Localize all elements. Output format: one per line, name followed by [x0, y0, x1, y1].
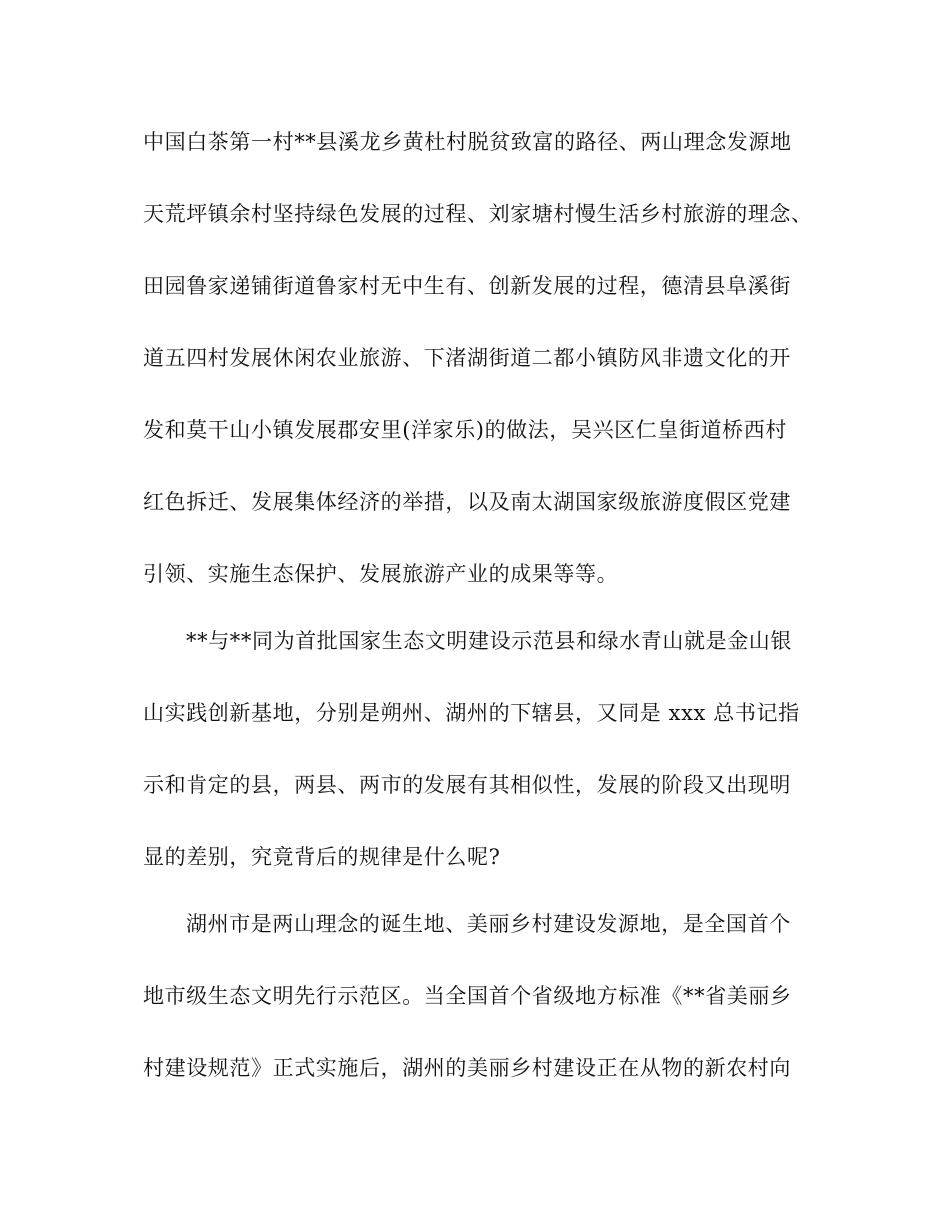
text-line: 湖州市是两山理念的诞生地、美丽乡村建设发源地，是全国首个: [186, 912, 791, 936]
text-line: 地市级生态文明先行示范区。当全国首个省级地方标准《**省美丽乡: [143, 984, 792, 1008]
text-line: 引领、实施生态保护、发展旅游产业的成果等等。: [143, 562, 619, 586]
text-line: **与**同为首批国家生态文明建设示范县和绿水青山就是金山银: [186, 629, 792, 653]
text-line: 中国白茶第一村**县溪龙乡黄杜村脱贫致富的路径、两山理念发源地: [143, 130, 792, 154]
text-line: 村建设规范》正式实施后，湖州的美丽乡村建设正在从物的新农村向: [143, 1056, 791, 1080]
text-line: 发和莫干山小镇发展郡安里(洋家乐)的做法，吴兴区仁皇街道桥西村: [143, 418, 787, 442]
text-line: 示和肯定的县，两县、两市的发展有其相似性，发展的阶段又出现明: [143, 773, 791, 797]
text-line: 道五四村发展休闲农业旅游、下渚湖街道二都小镇防风非遗文化的开: [143, 346, 791, 370]
text-line: 显的差别，究竟背后的规律是什么呢?: [143, 845, 501, 869]
text-line: 田园鲁家递铺街道鲁家村无中生有、创新发展的过程，德清县阜溪街: [143, 274, 791, 298]
text-line: 红色拆迁、发展集体经济的举措，以及南太湖国家级旅游度假区党建: [143, 490, 791, 514]
text-line: 山实践创新基地，分别是朔州、湖州的下辖县，又同是 xxx 总书记指: [143, 701, 800, 725]
text-line: 天荒坪镇余村坚持绿色发展的过程、刘家塘村慢生活乡村旅游的理念、: [143, 202, 813, 226]
